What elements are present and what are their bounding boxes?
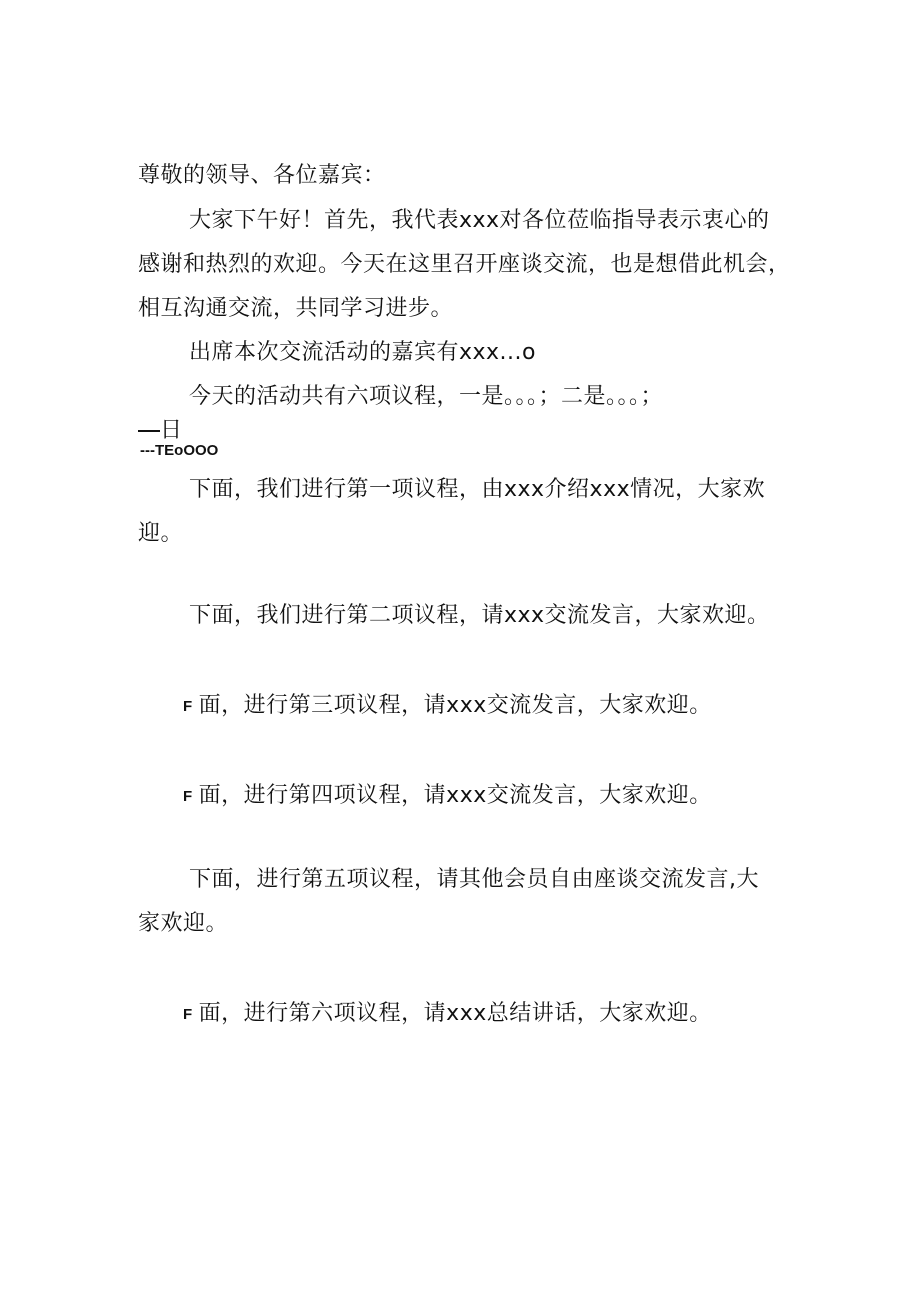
agenda-item-4-prefix: F bbox=[183, 788, 193, 805]
opening-paragraph-line-2: 感谢和热烈的欢迎。今天在这里召开座谈交流，也是想借此机会， bbox=[138, 252, 791, 277]
agenda-item-3-text: 面，进行第三项议程，请xxx交流发言，大家欢迎。 bbox=[198, 693, 712, 718]
agenda-item-5-line-1: 下面，进行第五项议程，请其他会员自由座谈交流发言,大 bbox=[189, 867, 759, 892]
agenda-item-1-line-1: 下面，我们进行第一项议程，由xxx介绍xxx情况，大家欢 bbox=[189, 477, 766, 502]
salutation: 尊敬的领导、各位嘉宾： bbox=[138, 163, 386, 188]
agenda-item-6-text: 面，进行第六项议程，请xxx总结讲话，大家欢迎。 bbox=[198, 1001, 712, 1026]
agenda-item-4-text: 面，进行第四项议程，请xxx交流发言，大家欢迎。 bbox=[198, 783, 712, 808]
agenda-item-6-prefix: F bbox=[183, 1006, 193, 1023]
ocr-artifact-bottom: ---TEoOOO bbox=[140, 442, 219, 459]
agenda-item-2: 下面，我们进行第二项议程，请xxx交流发言，大家欢迎。 bbox=[189, 603, 770, 628]
opening-paragraph-line-3: 相互沟通交流，共同学习进步。 bbox=[138, 296, 454, 321]
agenda-item-4 bbox=[183, 782, 712, 811]
agenda-item-6 bbox=[183, 1000, 712, 1029]
agenda-item-3-prefix: F bbox=[183, 698, 193, 715]
guests-paragraph: 出席本次交流活动的嘉宾有xxx...o bbox=[189, 340, 536, 365]
agenda-item-1-line-2: 迎。 bbox=[138, 521, 184, 546]
dash-mark bbox=[138, 430, 160, 432]
agenda-item-3 bbox=[183, 692, 712, 721]
artifact-char: 日 bbox=[160, 418, 183, 443]
opening-paragraph-line-1: 大家下午好！首先，我代表xxx对各位莅临指导表示衷心的 bbox=[189, 208, 770, 233]
ocr-artifact-top bbox=[138, 420, 182, 442]
agenda-item-5-line-2: 家欢迎。 bbox=[138, 911, 229, 936]
agenda-overview: 今天的活动共有六项议程，一是。。。；二是。。。； bbox=[189, 384, 664, 409]
